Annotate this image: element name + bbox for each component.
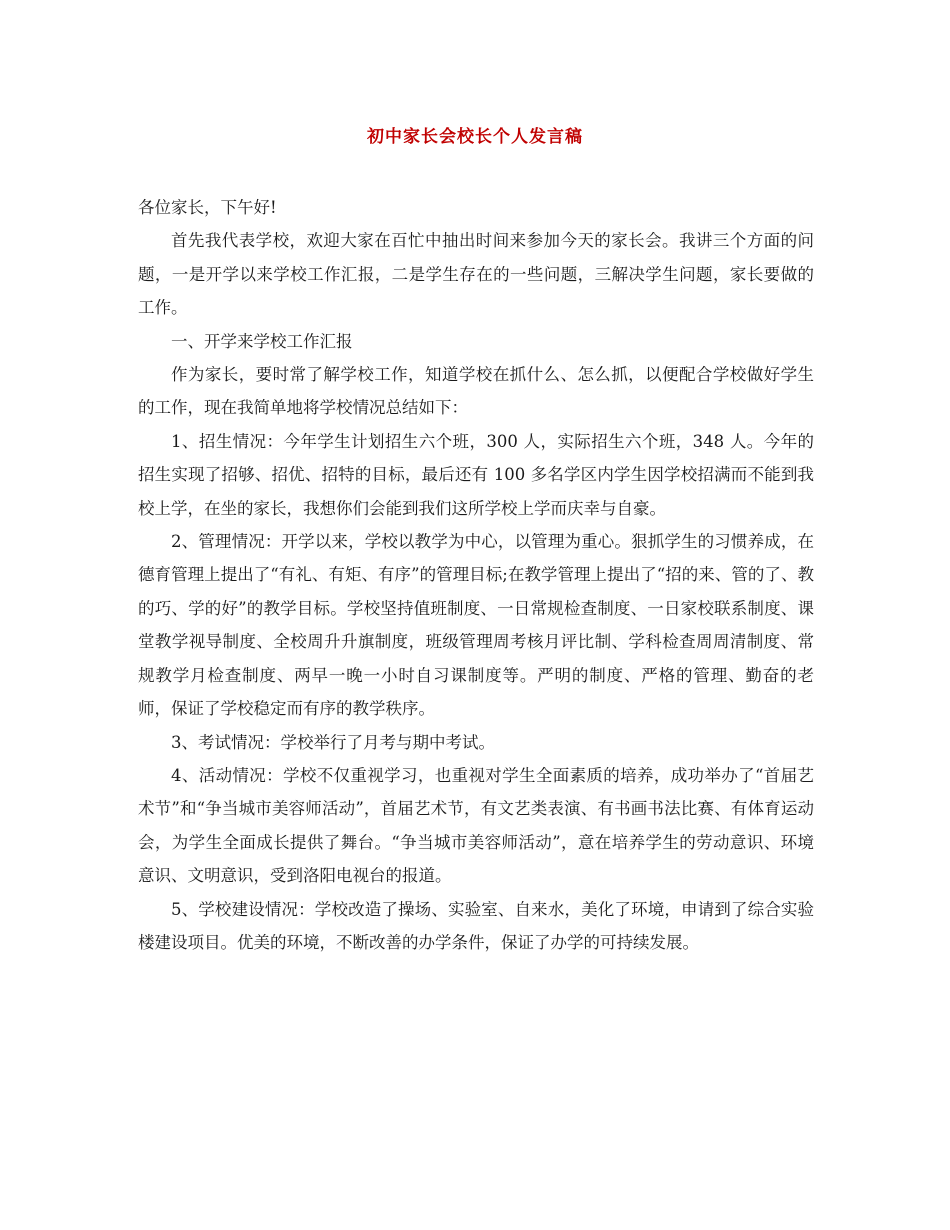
paragraph-construction: 5、学校建设情况：学校改造了操场、实验室、自来水，美化了环境，申请到了综合实验楼建设项目。优美的环境，不断改善的办学条件，保证了办学的可持续发展。	[138, 899, 814, 952]
document-body	[138, 191, 814, 959]
paragraph-exams: 3、考试情况：学校举行了月考与期中考试。	[171, 732, 495, 752]
greeting: 各位家长，下午好!	[138, 198, 277, 217]
paragraph-enrollment: 1、招生情况：今年学生计划招生六个班，300 人，实际招生六个班，348 人。今年的招生实现了招够、招优、招特的目标，最后还有 100 多名学区内学生因学校招满而不能到我校上学，在坐的家长，我想你们会能到我们这所学校上学而庆幸与自豪。	[138, 431, 814, 518]
section-heading-1: 一、开学来学校工作汇报	[171, 331, 353, 351]
paragraph-overview: 作为家长，要时常了解学校工作，知道学校在抓什么、怎么抓，以便配合学校做好学生的工作，现在我简单地将学校情况总结如下：	[138, 365, 814, 418]
document-title: 初中家长会校长个人发言稿	[367, 127, 583, 147]
paragraph-intro: 首先我代表学校，欢迎大家在百忙中抽出时间来参加今天的家长会。我讲三个方面的问题，一是开学以来学校工作汇报，二是学生存在的一些问题，三解决学生问题，家长要做的工作。	[138, 231, 814, 318]
paragraph-management: 2、管理情况：开学以来，学校以教学为中心，以管理为重心。狠抓学生的习惯养成，在德育管理上提出了“有礼、有矩、有序”的管理目标;在教学管理上提出了“招的来、管的了、教的巧、学的好”的教学目标。学校坚持值班制度、一日常规检查制度、一日家校联系制度、课堂教学视导制度、全校周升升旗制度，班级管理周考核月评比制、学科检查周周清制度、常规教学月检查制度、两早一晚一小时自习课制度等。严明的制度、严格的管理、勤奋的老师，保证了学校稳定而有序的教学秩序。	[138, 532, 814, 719]
paragraph-activities: 4、活动情况：学校不仅重视学习，也重视对学生全面素质的培养，成功举办了“首届艺术节”和“争当城市美容师活动”，首届艺术节，有文艺类表演、有书画书法比赛、有体育运动会，为学生全面成长提供了舞台。“争当城市美容师活动”，意在培养学生的劳动意识、环境意识、文明意识，受到洛阳电视台的报道。	[138, 765, 814, 886]
